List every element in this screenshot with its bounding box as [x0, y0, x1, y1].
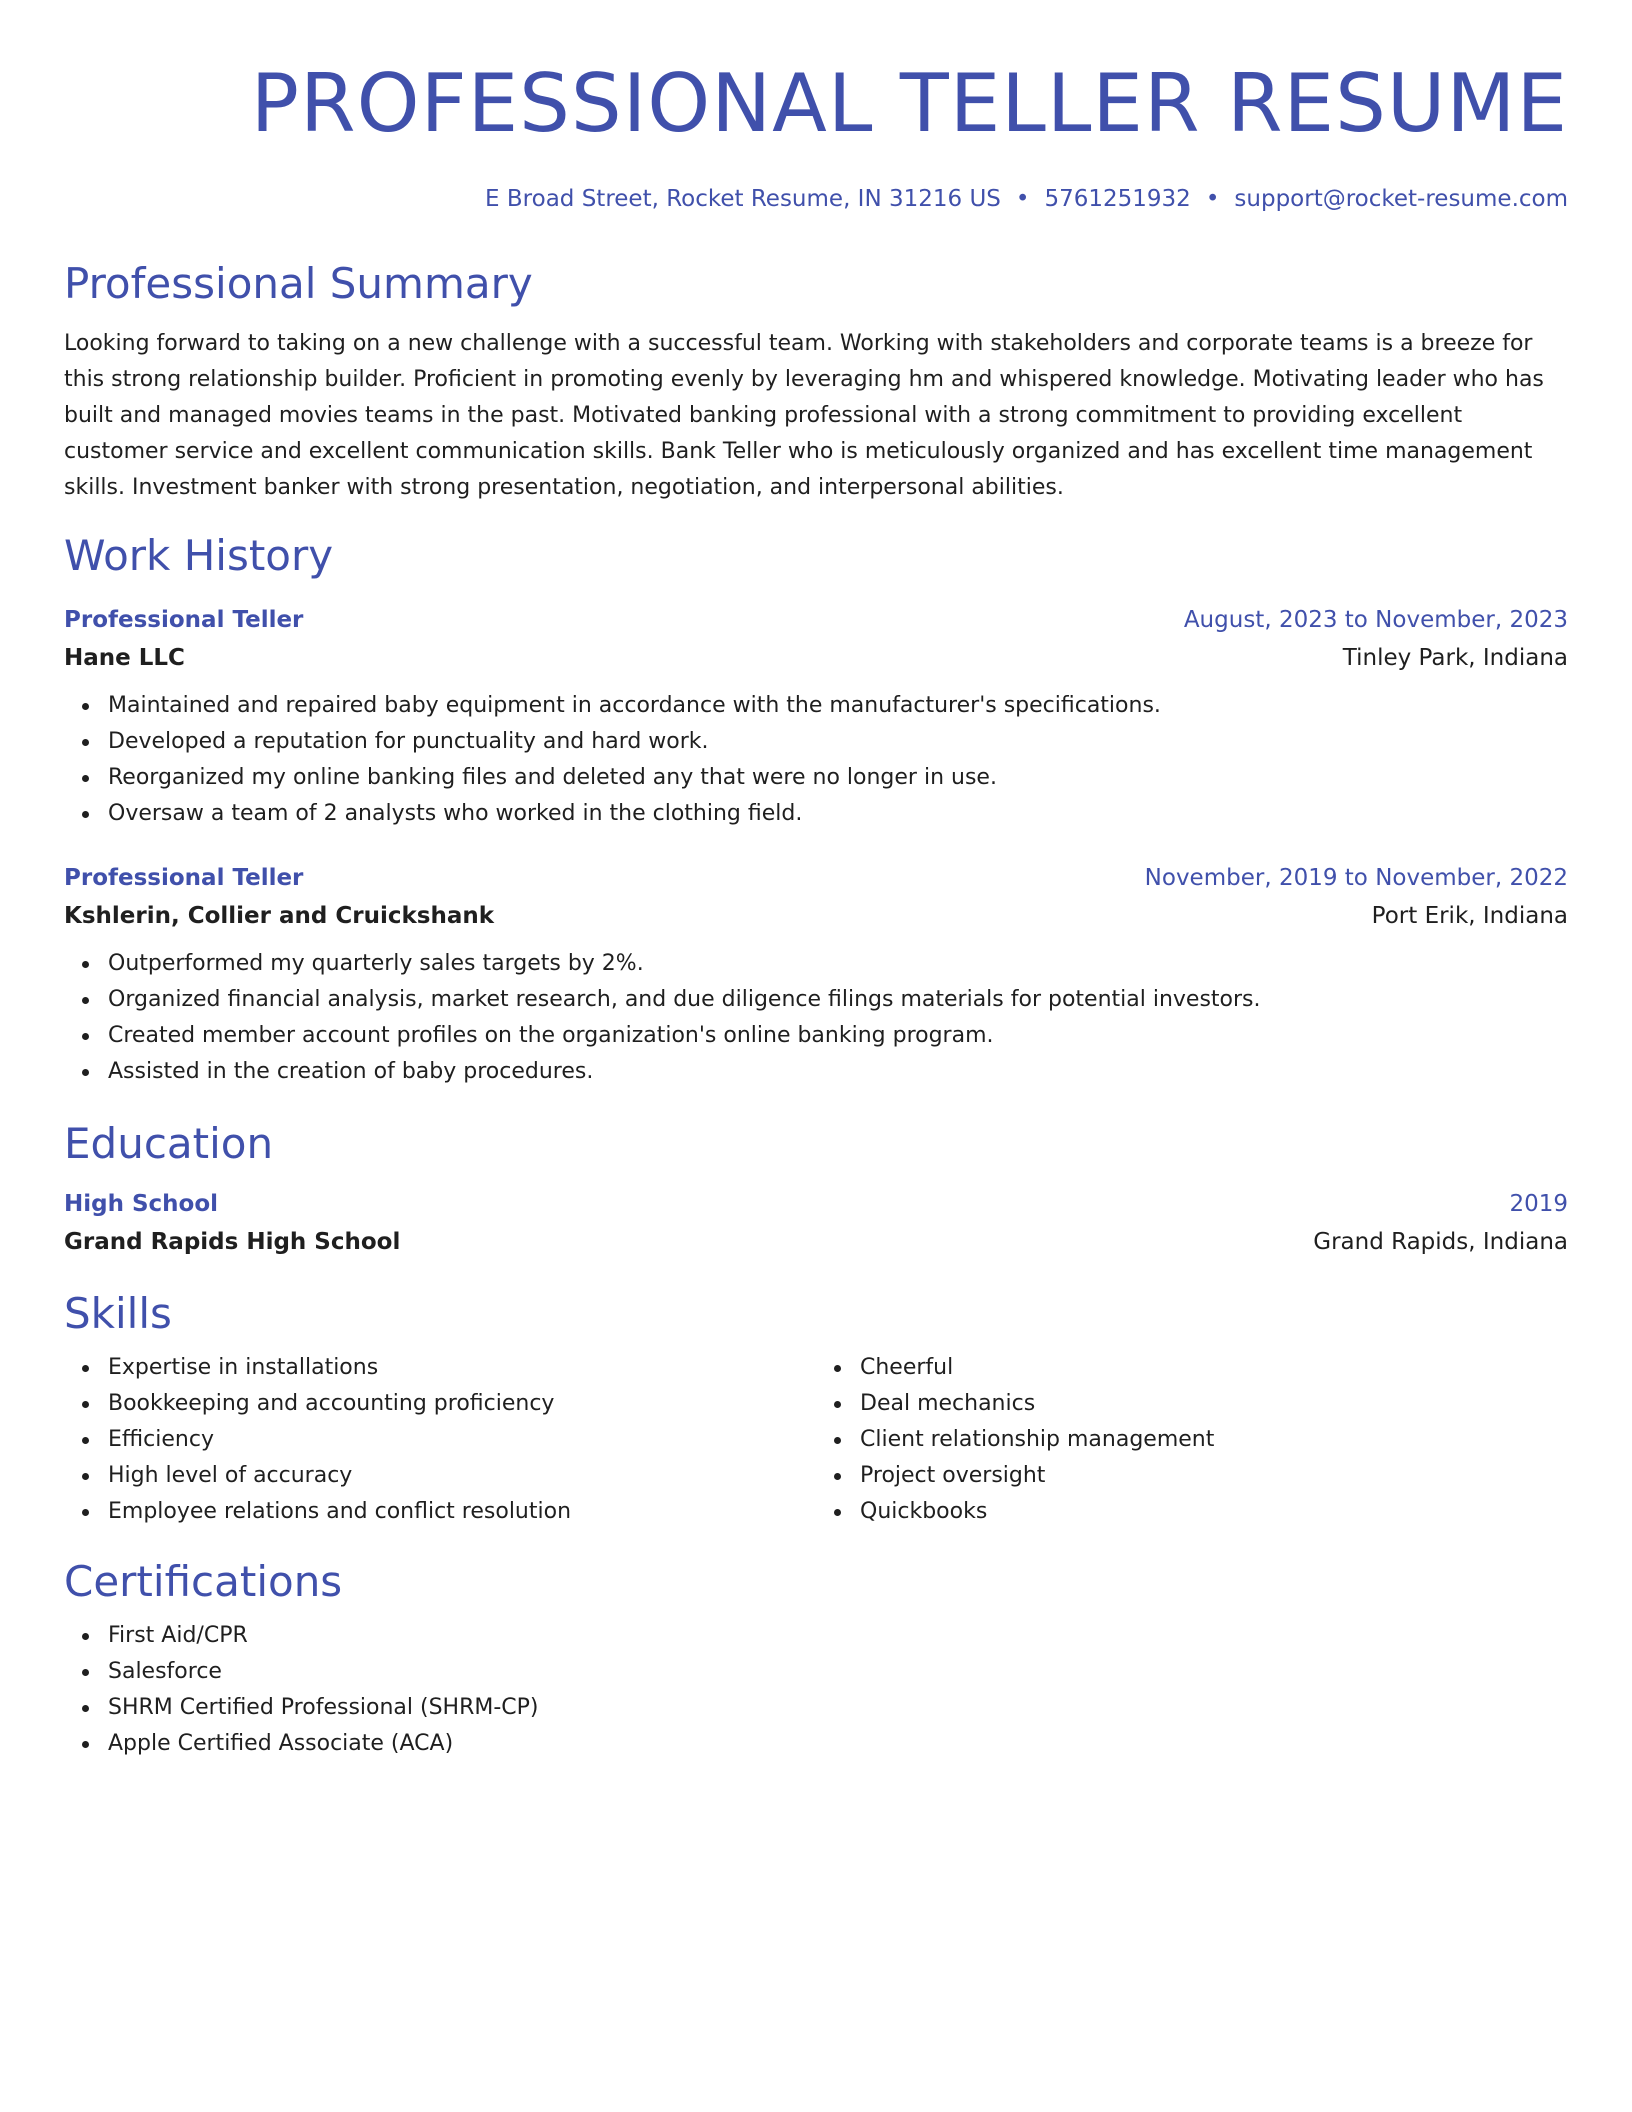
- job-location: Tinley Park, Indiana: [1342, 645, 1568, 671]
- skill-item: Project oversight: [860, 1458, 1568, 1494]
- education-degree: High School: [64, 1191, 219, 1217]
- section-title-education: Education: [64, 1119, 274, 1168]
- section-title-work-history: Work History: [64, 531, 334, 580]
- section-title-certifications: Certifications: [64, 1557, 343, 1606]
- certification-item: Salesforce: [108, 1654, 1568, 1690]
- education-school: Grand Rapids High School: [64, 1229, 401, 1255]
- job-title: Professional Teller: [64, 607, 304, 633]
- skill-item: Client relationship management: [860, 1422, 1568, 1458]
- resume-title: PROFESSIONAL TELLER RESUME: [250, 57, 1568, 150]
- skills-list: [816, 1350, 1568, 1530]
- section-title-skills: Skills: [64, 1289, 172, 1338]
- education-entry: [64, 1186, 1568, 1262]
- job-bullet: Created member account profiles on the organization's online banking program.: [108, 1018, 1568, 1054]
- skill-item: Employee relations and conflict resolution: [108, 1494, 816, 1530]
- skill-item: High level of accuracy: [108, 1458, 816, 1494]
- job-bullet: Maintained and repaired baby equipment in accordance with the manufacturer's specifications.: [108, 688, 1568, 724]
- skills-column-left: [64, 1350, 816, 1530]
- skill-item: Bookkeeping and accounting proficiency: [108, 1386, 816, 1422]
- job-dates: August, 2023 to November, 2023: [1183, 607, 1568, 633]
- certifications-list: [64, 1618, 1568, 1762]
- section-title-summary: Professional Summary: [64, 259, 533, 308]
- job-dates: November, 2019 to November, 2022: [1144, 865, 1568, 891]
- skills-list: [64, 1350, 816, 1530]
- skill-item: Efficiency: [108, 1422, 816, 1458]
- certification-item: First Aid/CPR: [108, 1618, 1568, 1654]
- skills-columns: [64, 1350, 1568, 1530]
- job-location: Port Erik, Indiana: [1371, 903, 1568, 929]
- skill-item: Quickbooks: [860, 1494, 1568, 1530]
- job-bullet: Oversaw a team of 2 analysts who worked in the clothing field.: [108, 796, 1568, 832]
- skills-column-right: [816, 1350, 1568, 1530]
- contact-address: E Broad Street, Rocket Resume, IN 31216 US: [485, 186, 1001, 212]
- skill-item: Cheerful: [860, 1350, 1568, 1386]
- job-bullet-list: [64, 946, 1568, 1090]
- contact-line: [64, 184, 1568, 214]
- job-employer: Hane LLC: [64, 645, 185, 671]
- education-location: Grand Rapids, Indiana: [1313, 1229, 1568, 1255]
- job-bullet: Organized financial analysis, market research, and due diligence filings materials for potential investors.: [108, 982, 1568, 1018]
- education-year: 2019: [1509, 1191, 1568, 1217]
- contact-email: support@rocket-resume.com: [1234, 186, 1568, 212]
- job-title: Professional Teller: [64, 865, 304, 891]
- skill-item: Expertise in installations: [108, 1350, 816, 1386]
- summary-text: Looking forward to taking on a new challenge with a successful team. Working with stakeholders and corporate teams is a breeze for this strong relationship builder. Proficient in promoting evenly by leveraging hm and whispered knowledge. Motivating leader who has built and managed movies teams in the past. Motivated banking professional with a strong commitment to providing excellent customer service and excellent communication skills. Bank Teller who is meticulously organized and has excellent time management skills. Investment banker with strong presentation, negotiation, and interpersonal abilities.: [64, 331, 1544, 500]
- certification-item: SHRM Certified Professional (SHRM-CP): [108, 1690, 1568, 1726]
- contact-separator: •: [1015, 186, 1030, 212]
- job-bullet: Assisted in the creation of baby procedures.: [108, 1054, 1568, 1090]
- job-entry: [64, 860, 1568, 1090]
- skill-item: Deal mechanics: [860, 1386, 1568, 1422]
- job-bullet: Developed a reputation for punctuality and hard work.: [108, 724, 1568, 760]
- job-bullet-list: [64, 688, 1568, 832]
- contact-separator: •: [1205, 186, 1220, 212]
- contact-phone: 5761251932: [1044, 186, 1191, 212]
- job-entry: [64, 602, 1568, 832]
- job-bullet: Outperformed my quarterly sales targets by 2%.: [108, 946, 1568, 982]
- certification-item: Apple Certified Associate (ACA): [108, 1726, 1568, 1762]
- job-bullet: Reorganized my online banking files and deleted any that were no longer in use.: [108, 760, 1568, 796]
- job-employer: Kshlerin, Collier and Cruickshank: [64, 903, 495, 929]
